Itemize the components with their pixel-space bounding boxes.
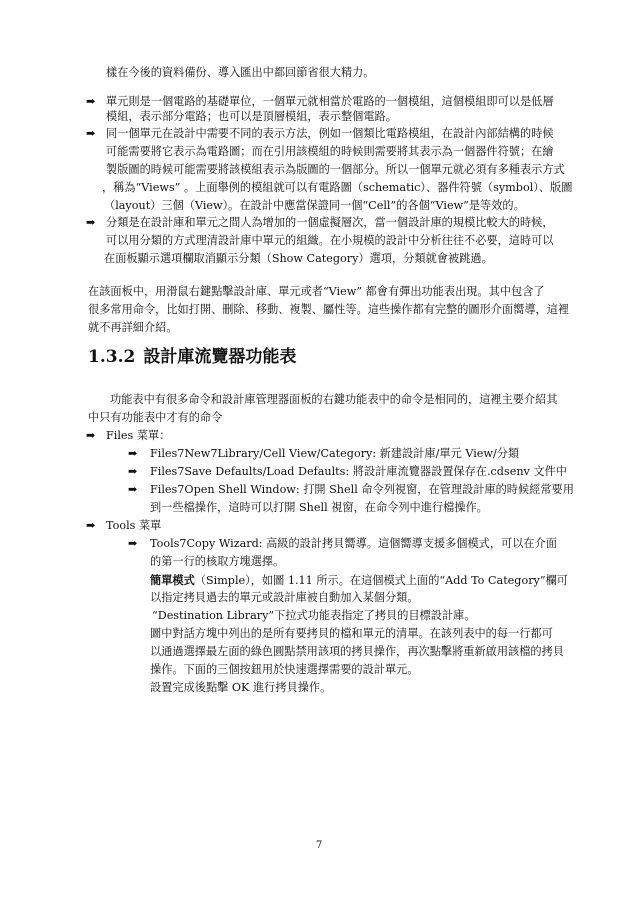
text-line: 很多常用命令，比如打開、刪除、移動、複製、屬性等。這些操作都有完整的圖形介面嚮導，這裡 (88, 303, 570, 316)
bullet-arrow-icon: ➡ (86, 519, 96, 532)
bullet-arrow-icon: ➡ (86, 429, 96, 442)
bullet-arrow-icon: ➡ (128, 447, 138, 460)
text-line (150, 573, 568, 588)
text-line: Files7Open Shell Window: 打開 Shell 命令列視窗，在管理設計庫的時候經常要用 (150, 483, 574, 496)
section-heading (88, 346, 296, 368)
bullet-arrow-icon: ➡ (128, 483, 138, 496)
text-line: ，稱為“Views” 。上面舉例的模組就可以有電路圖（schematic）、器件符號（symbol）、版圖 (102, 181, 573, 194)
text-line: 到一些檔操作，這時可以打開 Shell 視窗，在命令列中進行檔操作。 (150, 501, 488, 514)
text-line: 模組，表示部分電路；也可以是頂層模組，表示整個電路。 (106, 110, 397, 123)
text-line: 樣在今後的資料備份、導入匯出中都回節省很大精力。 (106, 66, 375, 79)
bullet-arrow-icon: ➡ (86, 127, 96, 140)
text-line: “Destination Library”下拉式功能表指定了拷貝的目標設計庫。 (152, 609, 476, 622)
bullet-arrow-icon: ➡ (128, 465, 138, 478)
text-line: 的第一行的核取方塊選擇。 (150, 555, 285, 568)
text-line: 可能需要將它表示為電路圖；而在引用該模組的時候則需要將其表示為一個器件符號；在繪 (106, 145, 554, 158)
files-menu-label: Files 菜單： (106, 429, 171, 442)
bullet-arrow-icon: ➡ (86, 95, 96, 108)
text-line: 製版圖的時候可能需要將該模組表示為版圖的一個部分。所以一個單元就必須有多種表示方式 (106, 163, 565, 176)
text-line: 在該面板中，用滑鼠右鍵點擊設計庫、單元或者“View” 都會有彈出功能表出現。其中包含了 (88, 285, 545, 298)
text-line: 單元則是一個電路的基礎單位，一個單元就相當於電路的一個模組，這個模組即可以是低層 (106, 95, 554, 108)
page-number: 7 (315, 840, 323, 851)
text-line: 以指定拷貝過去的單元或設計庫被自動加入某個分類。 (150, 591, 419, 604)
text-line: 功能表中有很多命令和設計庫管理器面板的右鍵功能表中的命令是相同的，這裡主要介紹其 (110, 393, 558, 406)
text-line: 分類是在設計庫和單元之間人為增加的一個虛擬層次，當一個設計庫的規模比較大的時候， (106, 216, 554, 229)
text-line: 設置完成後點擊 OK 進行拷貝操作。 (150, 681, 332, 694)
text-line: 以通過選擇最左面的綠色圓點禁用該項的拷貝操作，再次點擊將重新啟用該檔的拷貝 (150, 645, 564, 658)
text-line: 圖中對話方塊中列出的是所有要拷貝的檔和單元的清單。在該列表中的每一行都可 (150, 627, 553, 640)
text-line: 可以用分類的方式理清設計庫中單元的組織。在小規模的設計中分析往往不必要，這時可以 (106, 234, 554, 247)
bullet-arrow-icon: ➡ (86, 216, 96, 229)
text-line: （layout）三個（View）。在設計中應當保證同一個“Cell”的各個“View”是等效的。 (104, 199, 525, 212)
text-line: 操作。下面的三個按鈕用於快速選擇需要的設計單元。 (150, 663, 419, 676)
text-line: 就不再詳細介紹。 (88, 321, 178, 334)
section-number: 1.3.2 (88, 347, 136, 367)
bullet-arrow-icon: ➡ (128, 537, 138, 550)
simple-mode-term: 簡單模式 (150, 573, 195, 587)
text-span: （Simple），如圖 1.11 所示。在這個模式上面的“Add To Category”欄可 (194, 574, 568, 587)
text-line: 中只有功能表中才有的命令 (88, 411, 223, 424)
section-title: 設計庫流覽器功能表 (143, 347, 297, 367)
text-line: Files7Save Defaults/Load Defaults: 將設計庫流覽器設置保存在.cdsenv 文件中 (150, 465, 567, 478)
text-line: Files7New7Library/Cell View/Category: 新建設計庫/單元 View/分類 (150, 447, 520, 460)
text-line: Tools7Copy Wizard: 高級的設計拷貝嚮導。這個嚮導支援多個模式，可以在介面 (150, 537, 557, 550)
text-line: 在面板顯示選項欄取消顯示分類（Show Category）選項，分類就會被跳過。 (104, 252, 493, 265)
tools-menu-label: Tools 菜單 (106, 519, 162, 532)
text-line: 同一個單元在設計中需要不同的表示方法，例如一個類比電路模組，在設計內部結構的時候 (106, 127, 554, 140)
